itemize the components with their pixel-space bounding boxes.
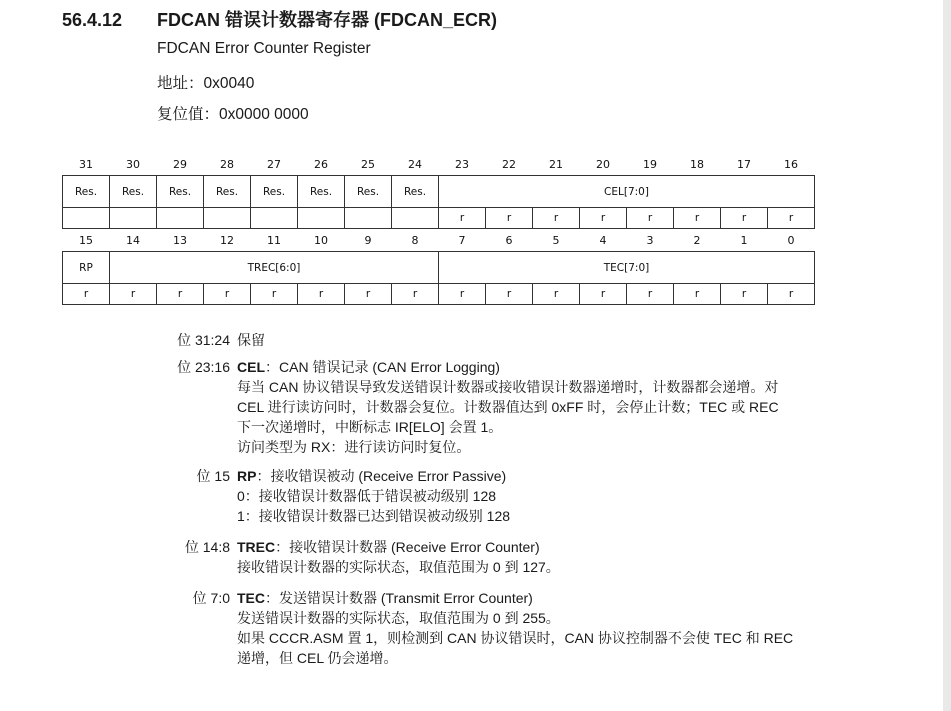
description-line: CEL 进行读访问时，计数器会复位。计数器值达到 0xFF 时，会停止计数；TEC 或 REC [237, 399, 779, 415]
bit-number: 13 [173, 233, 187, 247]
field-name: RP [237, 468, 257, 484]
bit-range-label: 位 31:24 [177, 332, 230, 348]
description-line: 0：接收错误计数器低于错误被动级别 128 [237, 488, 497, 504]
access-type: r [392, 284, 439, 305]
bit-number: 18 [690, 157, 704, 171]
description-line: 每当 CAN 协议错误导致发送错误计数器或接收错误计数器递增时，计数器都会递增。对 [237, 379, 779, 395]
reset-value: 0x0000 0000 [219, 106, 309, 123]
access-type: r [486, 208, 533, 229]
section-number: 56.4.12 [62, 10, 123, 30]
bit-number: 4 [599, 233, 607, 247]
access-type: r [533, 208, 580, 229]
bit-number: 17 [737, 157, 751, 171]
reserved-bit-field: Res. [110, 176, 157, 208]
bit-number: 31 [79, 157, 93, 171]
reserved-bit-field: Res. [63, 176, 110, 208]
access-type: r [674, 284, 721, 305]
field-title: ：接收错误被动 (Receive Error Passive) [256, 468, 507, 484]
bit-number: 30 [126, 157, 140, 171]
access-type: r [157, 284, 204, 305]
bit-number: 16 [784, 157, 798, 171]
access-type: r [533, 284, 580, 305]
access-type: r [580, 284, 627, 305]
access-type: r [627, 208, 674, 229]
bit-number: 28 [220, 157, 234, 171]
access-type: r [204, 284, 251, 305]
reserved-bit-field: Res. [345, 176, 392, 208]
access-type: r [110, 284, 157, 305]
register-map-lower [62, 229, 815, 305]
access-type: r [768, 208, 815, 229]
field-name: TREC [237, 539, 276, 555]
bit-number: 10 [314, 233, 328, 247]
access-type [251, 208, 298, 229]
reset-label: 复位值： [157, 106, 220, 123]
field-heading [237, 330, 837, 350]
access-type [63, 208, 110, 229]
access-row [63, 208, 815, 229]
access-type: r [486, 284, 533, 305]
access-row [63, 284, 815, 305]
access-type: r [721, 208, 768, 229]
bit-number: 2 [693, 233, 701, 247]
register-map-upper [62, 153, 815, 229]
access-type: r [63, 284, 110, 305]
access-type [157, 208, 204, 229]
access-type: r [439, 208, 486, 229]
bit-number: 27 [267, 157, 281, 171]
field-row [63, 252, 815, 284]
field-name: CEL [237, 359, 265, 375]
bit-range-label: 位 7:0 [192, 590, 230, 606]
bit-number: 24 [408, 157, 422, 171]
bit-number: 1 [740, 233, 748, 247]
address-value: 0x0040 [203, 75, 255, 92]
access-type: r [721, 284, 768, 305]
field-title: ：接收错误计数器 (Receive Error Counter) [275, 539, 540, 555]
bit-number: 20 [596, 157, 610, 171]
register-field: TEC[7:0] [439, 252, 815, 284]
register-english-name: FDCAN Error Counter Register [157, 40, 371, 57]
bit-number-row [63, 229, 815, 252]
field-heading [237, 537, 837, 557]
field-heading [237, 466, 837, 486]
access-type [345, 208, 392, 229]
access-type: r [674, 208, 721, 229]
access-type: r [298, 284, 345, 305]
field-heading [237, 588, 837, 608]
bit-range-label: 位 14:8 [184, 539, 230, 555]
register-field: TREC[6:0] [110, 252, 439, 284]
bit-number: 15 [79, 233, 93, 247]
field-row [63, 176, 815, 208]
field-name: TEC [237, 590, 265, 606]
description-line: 访问类型为 RX：进行读访问时复位。 [237, 439, 471, 455]
register-field: CEL[7:0] [439, 176, 815, 208]
bit-number: 11 [267, 233, 281, 247]
bit-number: 26 [314, 157, 328, 171]
access-type [110, 208, 157, 229]
access-type: r [627, 284, 674, 305]
bit-range-label: 位 15 [196, 468, 230, 484]
bit-number: 22 [502, 157, 516, 171]
reserved-bit-field: Res. [251, 176, 298, 208]
description-line: 1：接收错误计数器已达到错误被动级别 128 [237, 508, 511, 524]
reserved-bit-field: Res. [204, 176, 251, 208]
bit-number: 6 [505, 233, 513, 247]
description-line: 发送错误计数器的实际状态，取值范围为 0 到 255。 [237, 610, 560, 626]
address-line [157, 71, 254, 93]
bit-number: 23 [455, 157, 469, 171]
bit-range-label: 位 23:16 [177, 359, 230, 375]
access-type: r [251, 284, 298, 305]
bit-number-row [63, 153, 815, 176]
field-title: 保留 [237, 332, 265, 348]
bit-number: 14 [126, 233, 140, 247]
description-line: 接收错误计数器的实际状态，取值范围为 0 到 127。 [237, 559, 560, 575]
reserved-bit-field: Res. [157, 176, 204, 208]
address-label: 地址： [157, 75, 204, 92]
description-line: 如果 CCCR.ASM 置 1，则检测到 CAN 协议错误时，CAN 协议控制器不会使 TEC 和 REC [237, 630, 794, 646]
description-line: 下一次递增时，中断标志 IR[ELO] 会置 1。 [237, 419, 503, 435]
access-type [298, 208, 345, 229]
reset-value-line [157, 102, 309, 124]
reserved-bit-field: Res. [298, 176, 345, 208]
access-type: r [768, 284, 815, 305]
bit-number: 29 [173, 157, 187, 171]
field-title: ：CAN 错误记录 (CAN Error Logging) [265, 359, 500, 375]
register-field: RP [63, 252, 110, 284]
bit-number: 9 [364, 233, 372, 247]
section-heading [62, 6, 497, 32]
access-type: r [580, 208, 627, 229]
bit-number: 21 [549, 157, 563, 171]
field-heading [237, 357, 837, 377]
access-type: r [345, 284, 392, 305]
bit-number: 8 [411, 233, 419, 247]
access-type [392, 208, 439, 229]
description-line: 递增，但 CEL 仍会递增。 [237, 650, 398, 666]
access-type [204, 208, 251, 229]
section-title: FDCAN 错误计数器寄存器 (FDCAN_ECR) [157, 10, 497, 30]
access-type: r [439, 284, 486, 305]
bit-number: 12 [220, 233, 234, 247]
bit-number: 19 [643, 157, 657, 171]
bit-number: 25 [361, 157, 375, 171]
scrollbar-track[interactable] [943, 0, 951, 711]
bit-number: 0 [787, 233, 795, 247]
bit-number: 3 [646, 233, 654, 247]
reserved-bit-field: Res. [392, 176, 439, 208]
bit-number: 7 [458, 233, 466, 247]
field-title: ：发送错误计数器 (Transmit Error Counter) [265, 590, 533, 606]
bit-number: 5 [552, 233, 560, 247]
